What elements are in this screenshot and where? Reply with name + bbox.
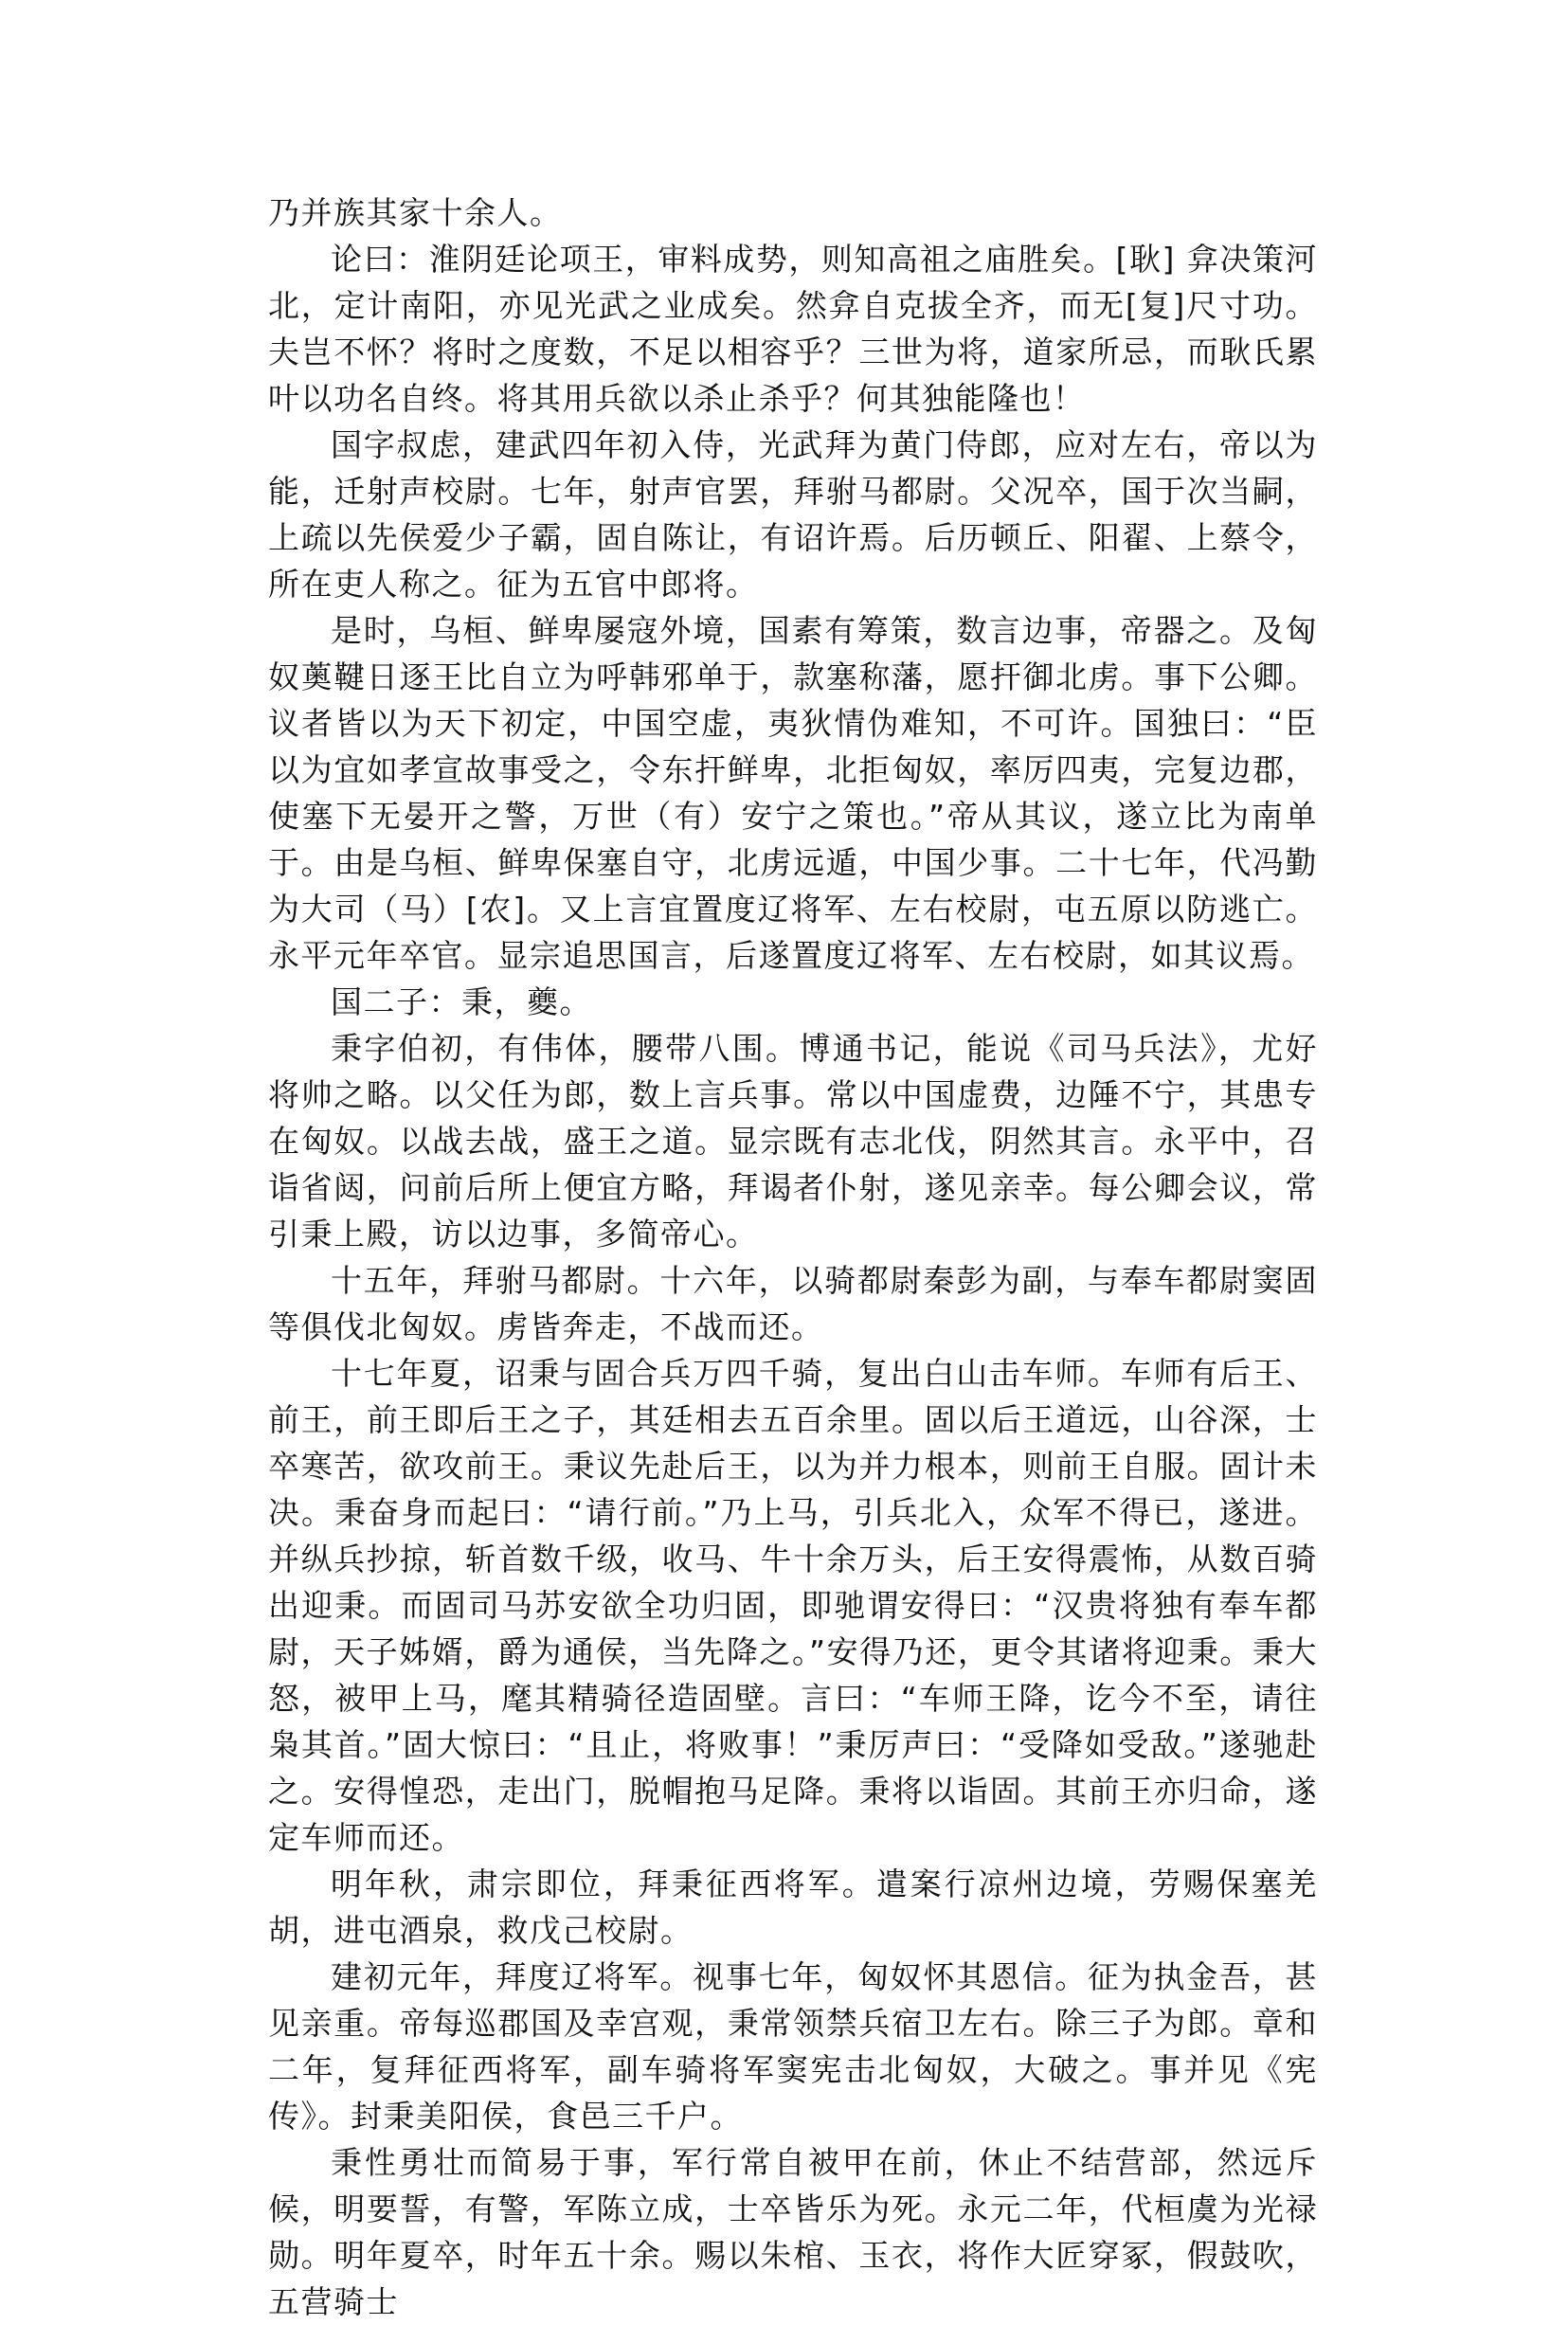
document-page [268, 189, 1318, 2325]
paragraph: 乃并族其家十余人。 [268, 194, 563, 231]
paragraph: 是时，乌桓、鲜卑屡寇外境，国素有筹策，数言边事，帝器之。及匈奴薁鞬日逐王比自立为呼韩邪单于，款塞称藩，愿扞御北虏。事下公卿。议者皆以为天下初定，中国空虚，夷狄情伪难知，不可许。国独曰：“臣以为宜如孝宣故事受之，令东扞鲜卑，北拒匈奴，率厉四夷，完复边郡，使塞下无晏开之警，万世（有）安宁之策也。”帝从其议，遂立比为南单于。由是乌桓、鲜卑保塞自守，北虏远遁，中国少事。二十七年，代冯勤为大司（马）[农]。又上言宜置度辽将军、左右校尉，屯五原以防逃亡。永平元年卒官。显宗追思国言，后遂置度辽将军、左右校尉，如其议焉。 [268, 612, 1318, 974]
paragraph: 明年秋，肃宗即位，拜秉征西将军。遣案行凉州边境，劳赐保塞羌胡，进屯酒泉，救戊己校尉。 [268, 1865, 1318, 1949]
paragraph: 国字叔虑，建武四年初入侍，光武拜为黄门侍郎，应对左右，帝以为能，迁射声校尉。七年，射声官罢，拜驸马都尉。父况卒，国于次当嗣，上疏以先侯爱少子霸，固自陈让，有诏许焉。后历顿丘、阳翟、上蔡令，所在吏人称之。征为五官中郎将。 [268, 426, 1318, 603]
paragraph: 十七年夏，诏秉与固合兵万四千骑，复出白山击车师。车师有后王、前王，前王即后王之子，其廷相去五百余里。固以后王道远，山谷深，士卒寒苦，欲攻前王。秉议先赴后王，以为并力根本，则前王自服。固计未决。秉奋身而起曰：“请行前。”乃上马，引兵北入，众军不得已，遂进。并纵兵抄掠，斩首数千级，收马、牛十余万头，后王安得震怖，从数百骑出迎秉。而固司马苏安欲全功归固，即驰谓安得曰：“汉贵将独有奉车都尉，天子姊婿，爵为通侯，当先降之。”安得乃还，更令其诸将迎秉。秉大怒，被甲上马，麾其精骑径造固壁。言曰：“车师王降，讫今不至，请往枭其首。”固大惊曰：“且止，将败事！”秉厉声曰：“受降如受敌。”遂驰赴之。安得惶恐，走出门，脱帽抱马足降。秉将以诣固。其前王亦归命，遂定车师而还。 [268, 1355, 1318, 1856]
paragraph: 论曰：淮阴廷论项王，审料成势，则知高祖之庙胜矣。[耿] 弇决策河北，定计南阳，亦见光武之业成矣。然弇自克拔全齐，而无[复]尺寸功。夫岂不怀？将时之度数，不足以相容乎？三世为将，道家所忌，而耿氏累叶以功名自终。将其用兵欲以杀止杀乎？何其独能隆也！ [268, 241, 1318, 417]
paragraph: 秉性勇壮而简易于事，军行常自被甲在前，休止不结营部，然远斥候，明要誓，有警，军陈立成，士卒皆乐为死。永元二年，代桓虞为光禄勋。明年夏卒，时年五十余。赐以朱棺、玉衣，将作大匠穿冢，假鼓吹，五营骑士 [268, 2144, 1318, 2320]
paragraph: 建初元年，拜度辽将军。视事七年，匈奴怀其恩信。征为执金吾，甚见亲重。帝每巡郡国及幸宫观，秉常领禁兵宿卫左右。除三子为郎。章和二年，复拜征西将军，副车骑将军窦宪击北匈奴，大破之。事并见《宪传》。封秉美阳侯，食邑三千户。 [268, 1958, 1318, 2135]
paragraph: 国二子：秉，夔。 [331, 983, 592, 1020]
paragraph: 十五年，拜驸马都尉。十六年，以骑都尉秦彭为副，与奉车都尉窦固等俱伐北匈奴。虏皆奔走，不战而还。 [268, 1262, 1318, 1345]
paragraph: 秉字伯初，有伟体，腰带八围。博通书记，能说《司马兵法》，尤好将帅之略。以父任为郎，数上言兵事。常以中国虚费，边陲不宁，其患专在匈奴。以战去战，盛王之道。显宗既有志北伐，阴然其言。永平中，召诣省闼，问前后所上便宜方略，拜谒者仆射，遂见亲幸。每公卿会议，常引秉上殿，访以边事，多简帝心。 [268, 1030, 1318, 1253]
